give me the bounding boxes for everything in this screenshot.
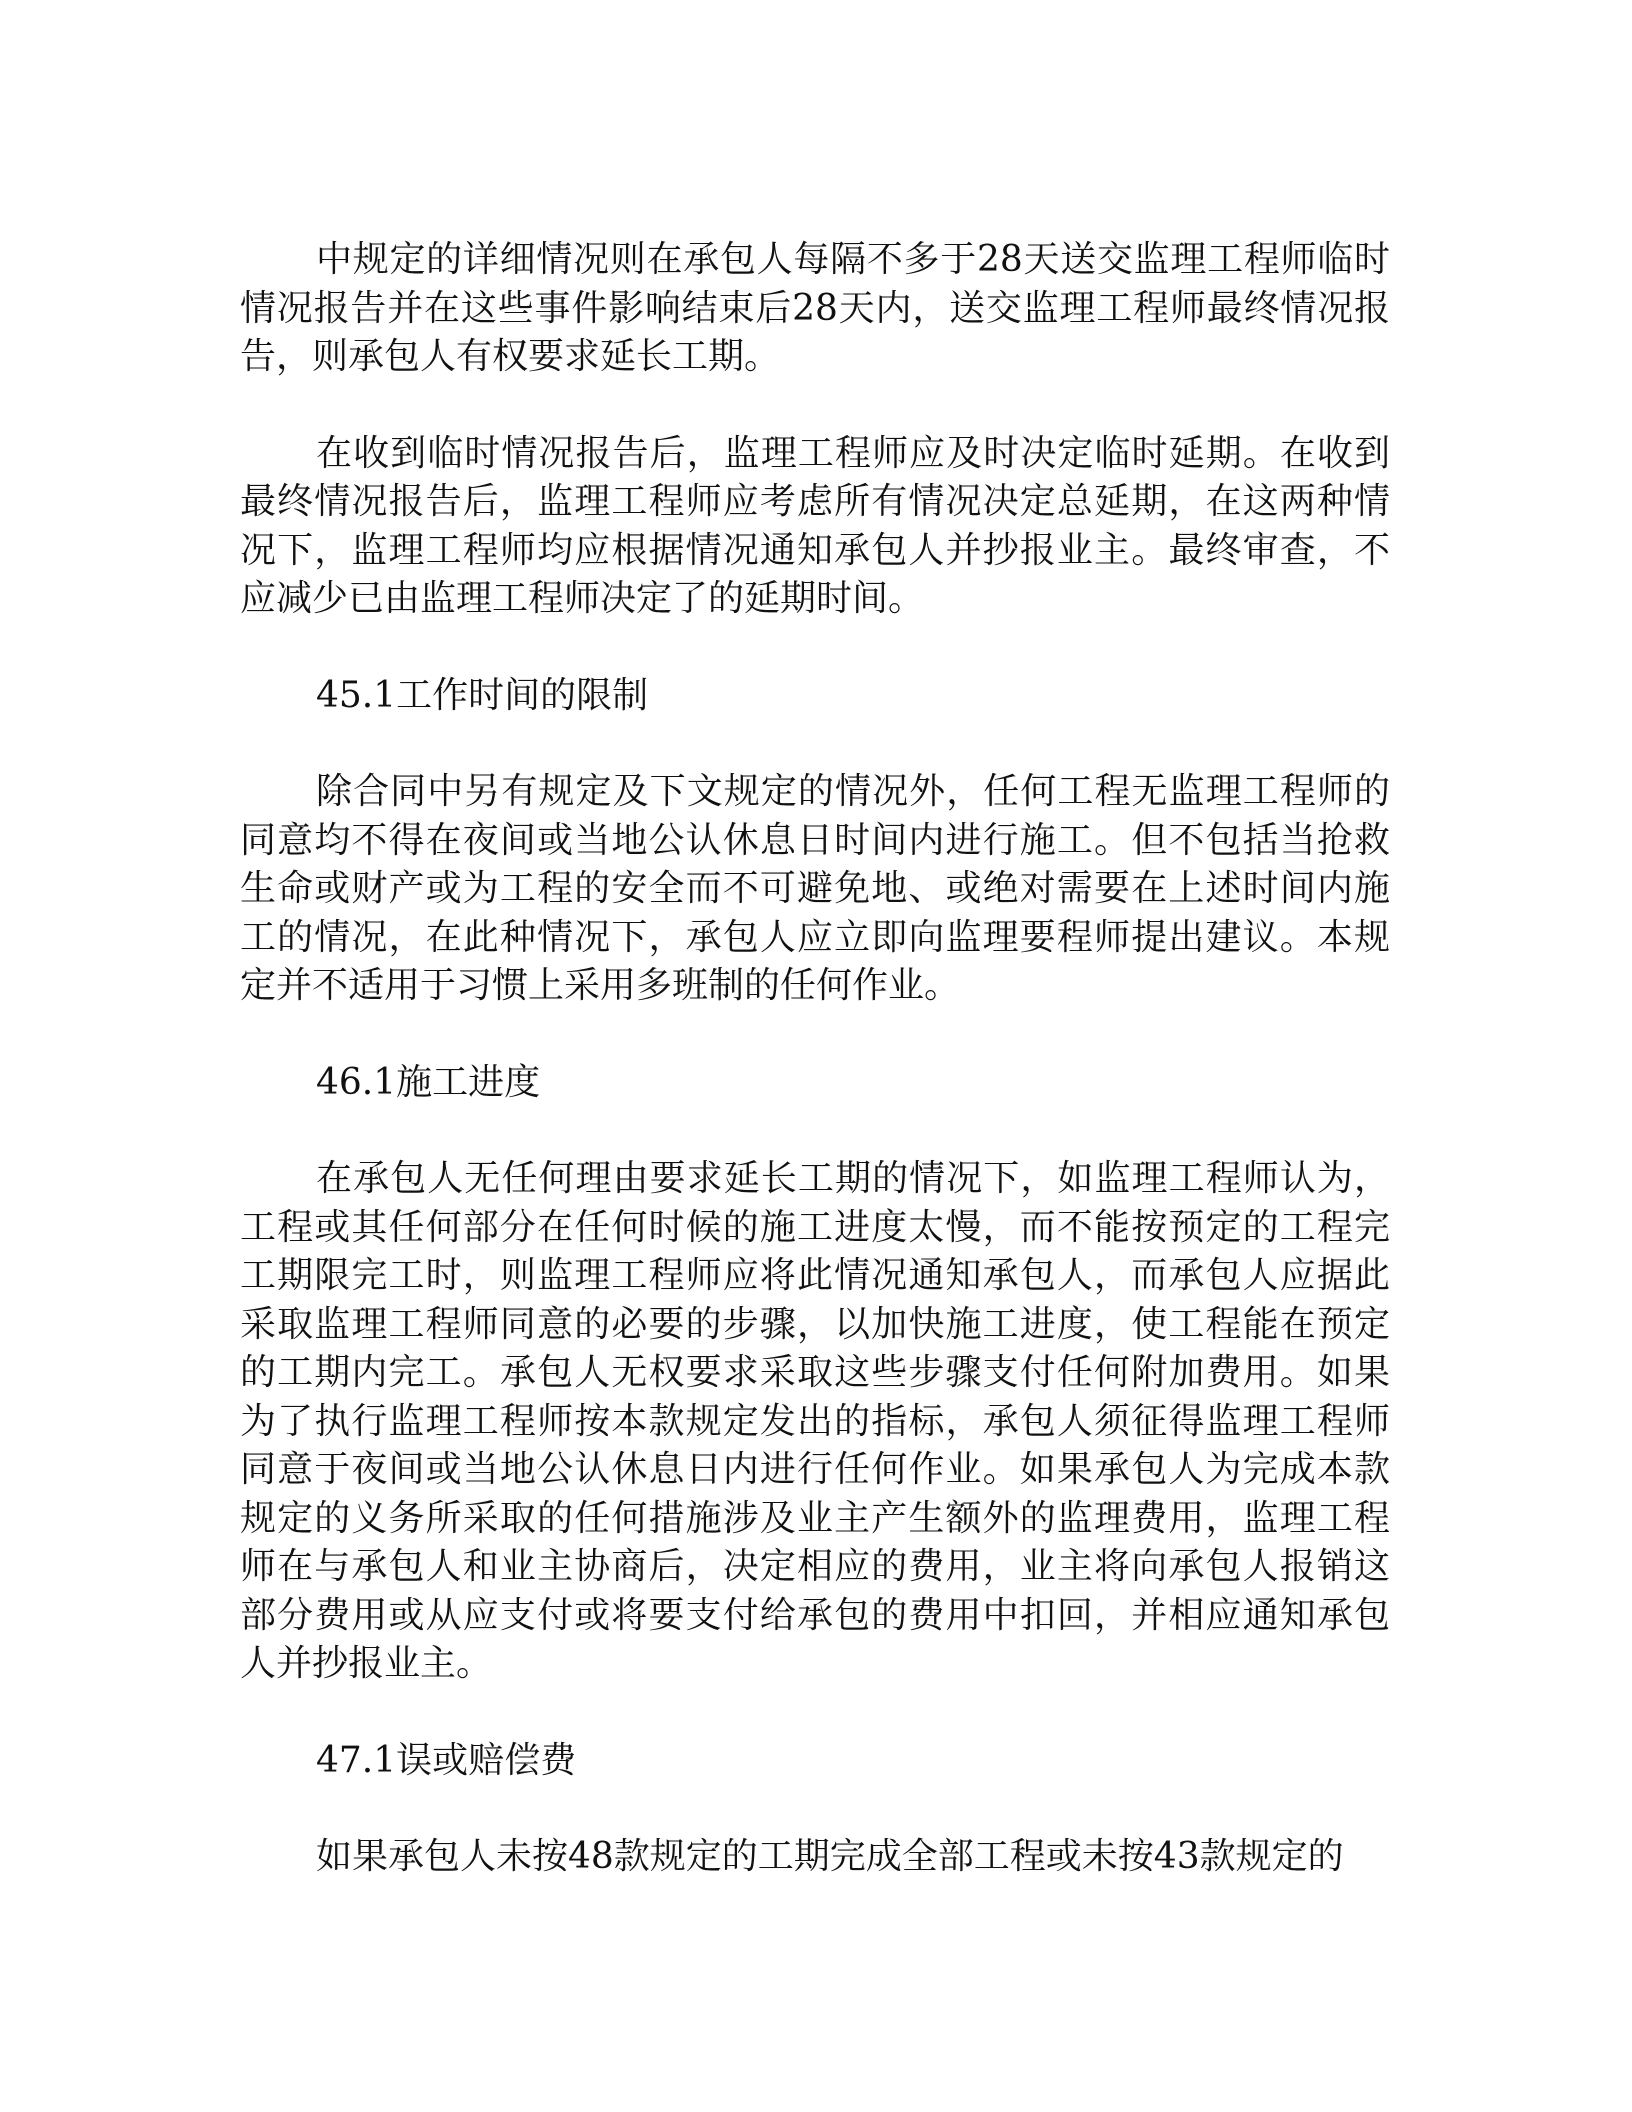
- paragraph-delay-damages: 如果承包人未按48款规定的工期完成全部工程或未按43款规定的: [316, 1836, 1344, 1877]
- section-heading-46-1: 46.1施工进度: [316, 1061, 541, 1103]
- section-heading-47-1: 47.1误或赔偿费: [316, 1739, 577, 1781]
- document-body: [240, 236, 1390, 1930]
- paragraph-progress: 在承包人无任何理由要求延长工期的情况下，如监理工程师认为，工程或其任何部分在任何时候的施工进度太慢，而不能按预定的工程完工期限完工时，则监理工程师应将此情况通知承包人，而承包人应据此采取监理工程师同意的必要的步骤，以加快施工进度，使工程能在预定的工期内完工。承包人无权要求采取这些步骤支付任何附加费用。如果为了执行监理工程师按本款规定发出的指标，承包人须征得监理工程师同意于夜间或当地公认休息日内进行任何作业。如果承包人为完成本款规定的义务所采取的任何措施涉及业主产生额外的监理费用，监理工程师在与承包人和业主协商后，决定相应的费用，业主将向承包人报销这部分费用或从应支付或将要支付给承包的费用中扣回，并相应通知承包人并抄报业主。: [240, 1158, 1390, 1684]
- paragraph-extension-decision: 在收到临时情况报告后，监理工程师应及时决定临时延期。在收到最终情况报告后，监理工程师应考虑所有情况决定总延期，在这两种情况下，监理工程师均应根据情况通知承包人并抄报业主。最终审查，不应减少已由监理工程师决定了的延期时间。: [240, 432, 1390, 619]
- paragraph-claim-extension: 中规定的详细情况则在承包人每隔不多于28天送交监理工程师临时情况报告并在这些事件影响结束后28天内，送交监理工程师最终情况报告，则承包人有权要求延长工期。: [240, 239, 1390, 377]
- section-heading-45-1: 45.1工作时间的限制: [316, 674, 649, 716]
- paragraph-working-hours: 除合同中另有规定及下文规定的情况外，任何工程无监理工程师的同意均不得在夜间或当地公认休息日时间内进行施工。但不包括当抢救生命或财产或为工程的安全而不可避免地、或绝对需要在上述时间内施工的情况，在此种情况下，承包人应立即向监理要程师提出建议。本规定并不适用于习惯上采用多班制的任何作业。: [240, 771, 1390, 1006]
